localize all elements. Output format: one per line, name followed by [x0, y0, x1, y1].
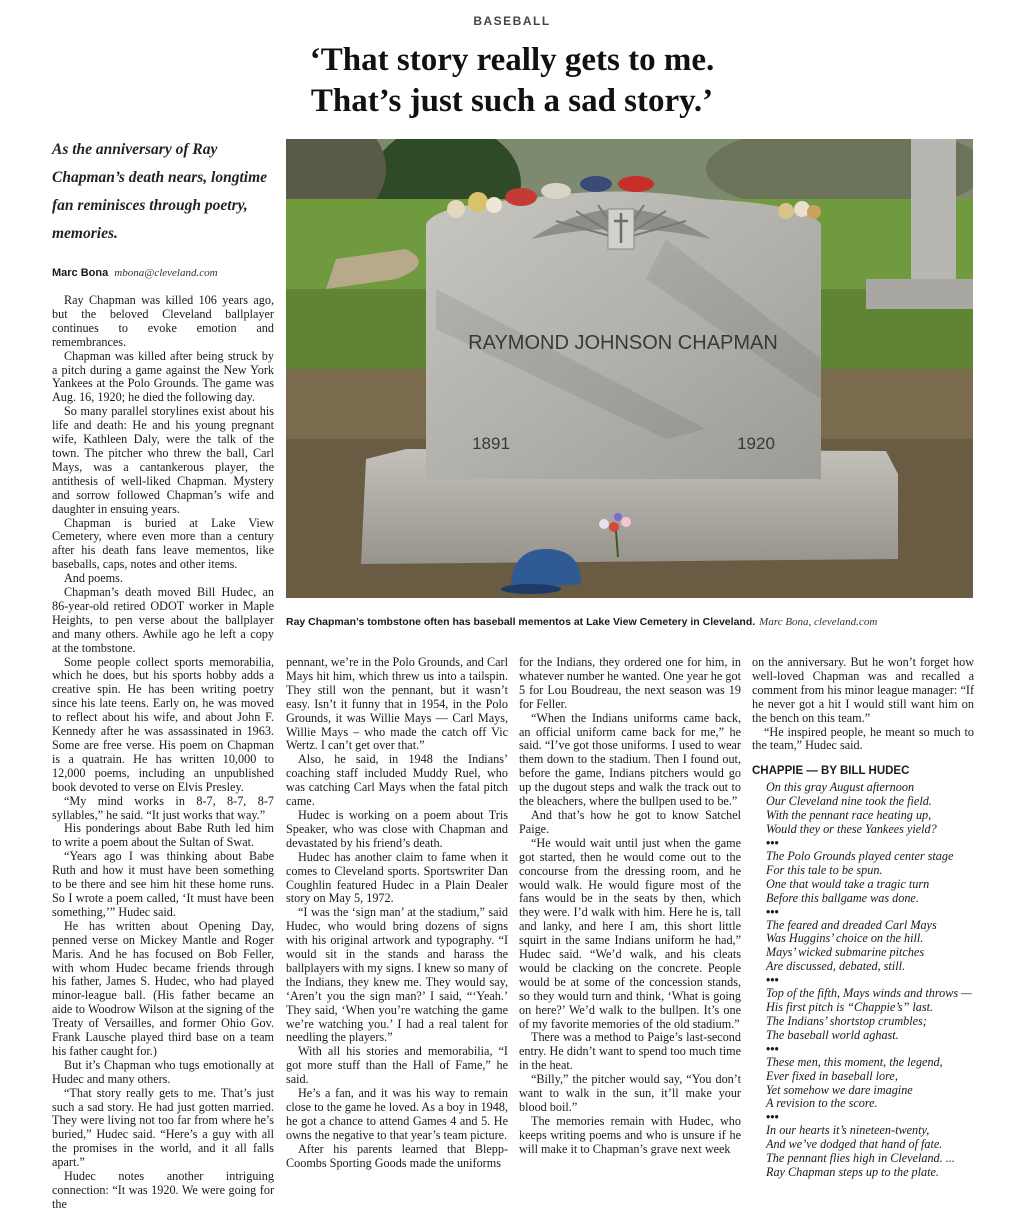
paragraph: His ponderings about Babe Ruth led him to write a poem about the Sultan of Swat. [52, 821, 274, 850]
paragraph: Chapman was killed after being struck by a pitch during a game against the New York Yankees at the Polo Grounds. The game was Aug. 16, 1920; he died the following day. [52, 348, 274, 405]
paragraph: Chapman’s death moved Bill Hudec, an 86-year-old retired ODOT worker in Maple Heights, to pen verse about the ballplayer and many others. Awhile ago he left a copy at the tombstone. [52, 585, 274, 655]
inscription-birth-year: 1891 [472, 434, 510, 453]
byline-author: Marc Bona [52, 267, 109, 279]
article-column-1 [52, 294, 274, 1212]
stanza-separator: ••• [766, 973, 779, 988]
poem-line: His first pitch is “Chappie’s” last. [766, 1000, 934, 1015]
tombstone-photo [286, 139, 973, 598]
poem-line: Our Cleveland nine took the field. [766, 794, 932, 809]
poem-line: The Polo Grounds played center stage [766, 848, 954, 863]
poem-line: The feared and dreaded Carl Mays [766, 917, 937, 932]
paragraph: Some people collect sports memorabilia, which he does, but his sports hobby adds a creative spin. He has been writing poetry since his late teens. Early on, he was moved to reflect about his wife, and about John F. Kennedy after he was assassinated in 1963. Some are free verse. His poem on Chapman is a quatrain. He has written 10,000 to 12,000 poems, including an unpublished book devoted to verse on Elvis Presley. [52, 654, 274, 794]
paragraph: Also, he said, in 1948 the Indians’ coaching staff included Muddy Ruel, who was catching Carl Mays when the fatal pitch came. [286, 752, 508, 809]
paragraph: Chapman is buried at Lake View Cemetery, where even more than a century after his death fans leave mementos, like baseballs, caps, notes and other items. [52, 515, 274, 572]
article-column-4 [752, 656, 974, 1180]
poem-line: The Indians’ shortstop crumbles; [766, 1013, 927, 1028]
article-column-3 [519, 656, 741, 1157]
poem-line: With the pennant race heating up, [766, 808, 932, 823]
paragraph: “Billy,” the pitcher would say, “You don’t want to walk in the sun, it’ll make your blood boil.” [519, 1072, 741, 1114]
paragraph: After his parents learned that Blepp-Coombs Sporting Goods made the uniforms [286, 1141, 508, 1170]
poem-line: On this gray August afternoon [766, 780, 915, 795]
poem-line: Would they or these Yankees yield? [766, 821, 937, 836]
poem-line: These men, this moment, the legend, [766, 1054, 943, 1069]
poem-line: For this tale to be spun. [766, 862, 883, 877]
headline-line-2: That’s just such a sad story.’ [310, 83, 714, 119]
poem-line: One that would take a tragic turn [766, 876, 930, 891]
paragraph: on the anniversary. But he won’t forget how well-loved Chapman was and recalled a comment from his minor league manager: “If he never got a hit I would still want him on the bench on this team.” [752, 655, 974, 725]
paragraph: Ray Chapman was killed 106 years ago, but the beloved Cleveland ballplayer continues to evoke emotion and remembrances. [52, 293, 274, 349]
paragraph: Hudec is working on a poem about Tris Speaker, who was close with Chapman and devastated by his friend’s death. [286, 807, 508, 850]
poem-line: In our hearts it’s nineteen-twenty, [766, 1123, 930, 1138]
paragraph: And that’s how he got to know Satchel Paige. [519, 807, 741, 836]
paragraph: He’s a fan, and it was his way to remain close to the game he loved. As a boy in 1948, he got a chance to attend Games 4 and 5. He owns the negative to that year’s team picture. [286, 1086, 508, 1142]
paragraph: There was a method to Paige’s last-second entry. He didn’t want to spend too much time in the heat. [519, 1030, 741, 1073]
paragraph: So many parallel storylines exist about his life and death: He and his young pregnant wife, Kathleen Daly, were the talk of the town. The pitcher who threw the ball, Carl Mays, was a cantankerous player, the antithesis of well-liked Chapman. Mystery and sorrow followed Chapman’s wife and daughter in ensuing years. [52, 404, 274, 516]
stanza-separator: ••• [766, 1041, 779, 1056]
paragraph: pennant, we’re in the Polo Grounds, and Carl Mays hit him, which threw us into a tailspin. They still won the pennant, but it wasn’t easy. Isn’t it funny that in 1954, in the Polo Grounds, it was Willie Mays — Carl Mays, Willie Mays – who made the catch off Vic Wertz. I can’t get over that.” [286, 655, 508, 753]
paragraph: Hudec has another claim to fame when it comes to Cleveland sports. Sportswriter Dan Coughlin featured Hudec in a Plain Dealer story on May 5, 1972. [286, 849, 508, 906]
paragraph: But it’s Chapman who tugs emotionally at Hudec and many others. [52, 1057, 274, 1086]
paragraph: for the Indians, they ordered one for him, in whatever number he wanted. One year he got 5 for Lou Boudreau, the next season was 19 for Feller. [519, 655, 741, 711]
stanza-separator: ••• [766, 904, 779, 919]
photo-caption [286, 616, 976, 628]
paragraph: He has written about Opening Day, penned verse on Mickey Mantle and Roger Maris. And he has focused on Bob Feller, with whom Hudec became friends through his father, James S. Hudec, who had played minor-league ball. (His father became an aide to Woodrow Wilson at the signing of the Treaty of Versailles, and former Ohio Gov. Frank Lausche played third base on a team his father caught for.) [52, 918, 274, 1058]
poem [766, 781, 974, 1180]
poem-line: Ray Chapman steps up to the plate. [766, 1165, 939, 1180]
paragraph: “I was the ‘sign man’ at the stadium,” said Hudec, who would bring dozens of signs with his original artwork and typography. “I would sit in the stands and harass the ballplayers with my signs. I knew so many of the Indians, they knew me. They would say, ‘Aren’t you the sign man?’ I said, “‘Yeah.’ They said, ‘When you’re watching the game we’re watching you.’ I had a real talent for needling the players.” [286, 905, 508, 1045]
byline [52, 267, 218, 279]
section-kicker: BASEBALL [473, 14, 551, 28]
byline-email: mbona@cleveland.com [114, 267, 218, 279]
deck-subhead: As the anniversary of Ray Chapman’s death nears, longtime fan reminisces through poetry, memories. [52, 141, 268, 242]
headline [0, 40, 1024, 122]
poem-line: The pennant flies high in Cleveland. ... [766, 1151, 955, 1166]
stanza-separator: ••• [766, 1110, 779, 1125]
paragraph: “He would wait until just when the game got started, then he would come out to the concourse from the dressing room, and he would walk. He would figure most of the fans would be in the seats by then, which they were. I’d walk with him. Here he is, tall and lanky, and here I am, this short little squirt in the same Indians uniform he had,” Hudec said. “We’d walk, and his cleats would be clacking on the concrete. People would be at some of the concession stands, so they would turn and think, ‘What is going on here?’ We’d walk to the bullpen. It’s one of my favorite memories of the old stadium.” [519, 835, 741, 1031]
paragraph: And poems. [64, 571, 123, 586]
poem-line: And we’ve dodged that hand of fate. [766, 1137, 943, 1152]
poem-line: A revision to the score. [766, 1096, 878, 1111]
inscription-name: RAYMOND JOHNSON CHAPMAN [468, 332, 778, 354]
paragraph: “He inspired people, he meant so much to the team,” Hudec said. [752, 724, 974, 753]
paragraph: “When the Indians uniforms came back, an official uniform came back for me,” he said. “I’ve got those uniforms. I used to wear them down to the stadium. Then I found out, before the game, Indians pitchers would go up the dugout steps and walk the track out to the bleachers, where the bullpen used to be.” [519, 710, 741, 809]
poem-line: Mays’ wicked submarine pitches [766, 945, 925, 960]
paragraph: With all his stories and memorabilia, “I got more stuff than the Hall of Fame,” he said. [286, 1044, 508, 1087]
inscription-death-year: 1920 [737, 434, 775, 453]
poem-line: Was Huggins’ choice on the hill. [766, 931, 924, 946]
stanza-separator: ••• [766, 835, 779, 850]
poem-line: The baseball world aghast. [766, 1027, 899, 1042]
paragraph: The memories remain with Hudec, who keeps writing poems and who is unsure if he will make it to Chapman’s grave next week [519, 1113, 741, 1156]
poem-line: Ever fixed in baseball lore, [766, 1068, 898, 1083]
paragraph: “My mind works in 8-7, 8-7, 8-7 syllables,” he said. “It just works that way.” [52, 793, 274, 822]
headline-line-1: ‘That story really gets to me. [309, 42, 715, 78]
poem-title: CHAPPIE — BY BILL HUDEC [752, 765, 910, 778]
article-column-2 [286, 656, 508, 1171]
tombstone-photo-graphic [286, 139, 973, 598]
caption-text: Ray Chapman’s tombstone often has baseball mementos at Lake View Cemetery in Cleveland. [286, 616, 756, 628]
poem-line: Top of the fifth, Mays winds and throws — [766, 986, 972, 1001]
paragraph: Hudec notes another intriguing connection: “It was 1920. We were going for the [52, 1169, 274, 1211]
paragraph: “That story really gets to me. That’s just such a sad story. He had just gotten married. They were living not too far from where he’s buried,” Hudec said. “Here’s a guy with all the promises in the world, and it all falls apart.” [52, 1085, 274, 1170]
poem-line: Are discussed, debated, still. [766, 959, 906, 974]
poem-line: Before this ballgame was done. [766, 890, 919, 905]
caption-credit: Marc Bona, cleveland.com [759, 616, 878, 628]
poem-line: Yet somehow we dare imagine [766, 1082, 913, 1097]
paragraph: “Years ago I was thinking about Babe Ruth and how it must have been something to be there and see him hit these home runs. So I wrote a poem called, ‘It must have been something,’” Hudec said. [52, 849, 274, 919]
